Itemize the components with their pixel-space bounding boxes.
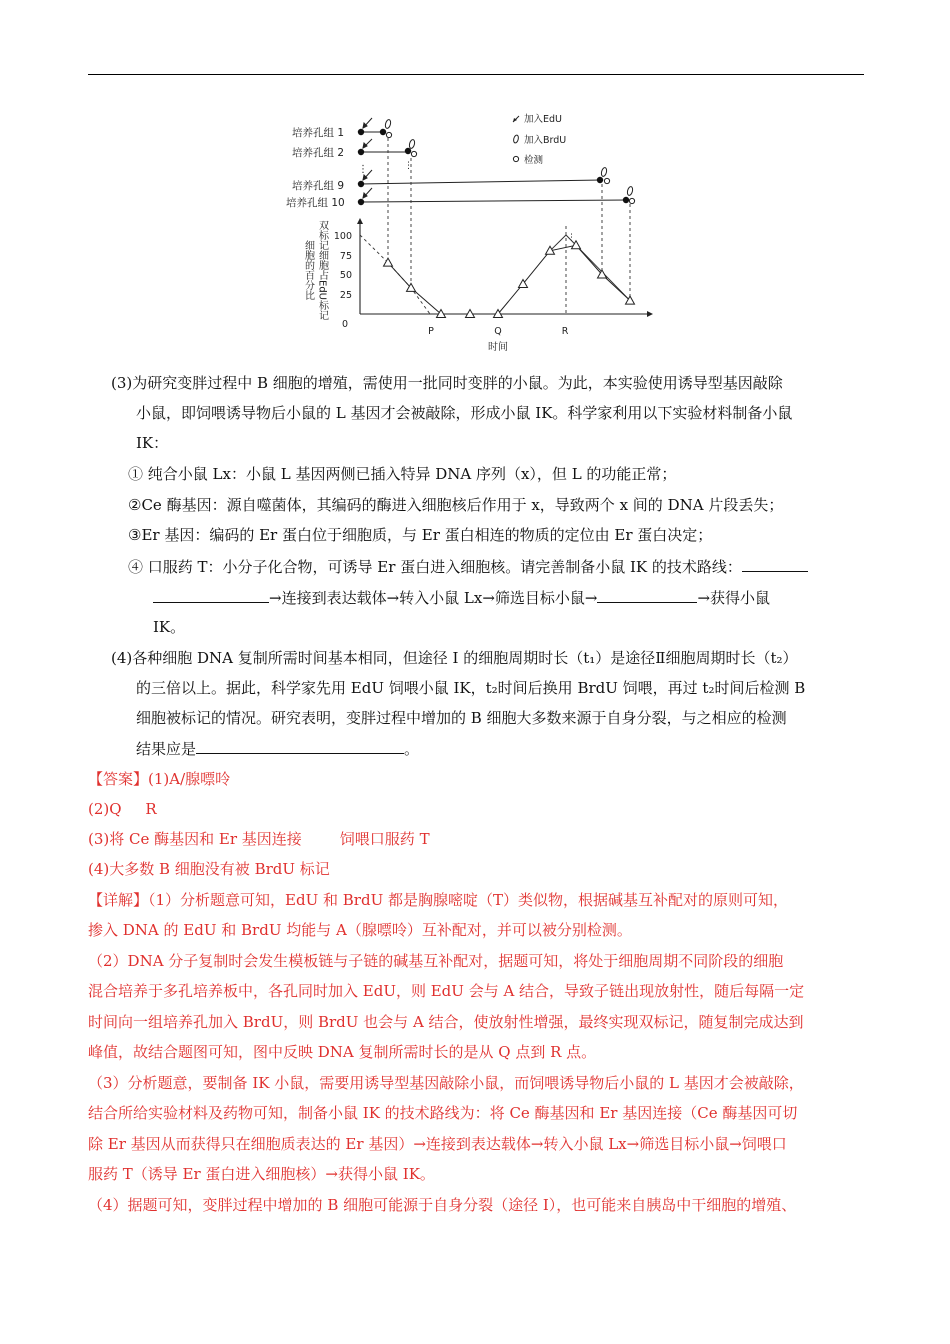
q3-material-2: ②Ce 酶基因：源自噬菌体，其编码的酶进入细胞核后作用于 x，导致两个 x 间的 DNA 片段丢失；: [128, 496, 784, 514]
detail-4: 混合培养于多孔培养板中，各孔同时加入 EdU，则 EdU 会与 A 结合，导致子链出现放射性，随后每隔一定: [88, 982, 805, 1000]
q3-intro-3: IK：: [136, 434, 169, 452]
group-label-1: 培养孔组 1: [292, 127, 345, 139]
answer-4: (4)大多数 B 细胞没有被 BrdU 标记: [88, 860, 330, 878]
detail-1: 【详解】（1）分析题意可知，EdU 和 BrdU 都是胸腺嘧啶（T）类似物，根据碱基互补配对的原则可知，: [88, 891, 788, 909]
svg-text:⋮: ⋮: [567, 233, 576, 243]
q4-line-4-text: 结果应是: [136, 740, 197, 758]
xlabel: 时间: [488, 342, 508, 353]
detail-9: 除 Er 基因从而获得只在细胞质表达的 Er 基因）→连接到表达载体→转入小鼠 Lx→筛选目标小鼠→饲喂口: [88, 1135, 787, 1153]
figure-svg: [280, 108, 680, 358]
ytick-25: 25: [339, 290, 352, 301]
q3-route-b: →获得小鼠: [697, 589, 771, 607]
q3-material-4-text: ④ 口服药 T：小分子化合物，可诱导 Er 蛋白进入细胞核。请完善制备小鼠 IK 的技术路线：: [128, 558, 742, 576]
detail-8: 结合所给实验材料及药物可知，制备小鼠 IK 的技术路线为：将 Ce 酶基因和 Er 基因连接（Ce 酶基因可切: [88, 1104, 798, 1122]
group-label-ellipsis: ⋮: [358, 164, 368, 175]
series-line: [388, 245, 630, 314]
xtick-Q: Q: [494, 326, 502, 337]
detail-3: （2）DNA 分子复制时会发生模板链与子链的碱基互补配对，据题可知，将处于细胞周期不同阶段的细胞: [88, 952, 784, 970]
chart-axes: [357, 218, 653, 317]
group-label-10: 培养孔组 10: [286, 197, 345, 209]
answer-3b: 饲喂口服药 T: [339, 830, 430, 848]
ytick-100: 100: [333, 231, 352, 242]
q3-route-end: IK。: [153, 618, 186, 636]
header-rule: [88, 74, 864, 75]
answer-1: 【答案】(1)A/腺嘌呤: [88, 770, 231, 788]
q4-line-1: (4)各种细胞 DNA 复制所需时间基本相同，但途径 I 的细胞周期时长（t₁）是途径Ⅱ细胞周期时长（t₂）: [111, 649, 798, 667]
answer-3: [88, 829, 430, 849]
legend-detect: 检测: [524, 155, 544, 166]
answer-2: (2)Q R: [88, 800, 157, 818]
ytick-75: 75: [339, 251, 352, 262]
answer-3a: (3)将 Ce 酶基因和 Er 基因连接: [88, 830, 302, 848]
detail-6: 峰值，故结合题图可知，图中反映 DNA 复制所需时长的是从 Q 点到 R 点。: [88, 1043, 597, 1061]
legend-brdu: 加入BrdU: [524, 135, 567, 146]
group-label-2: 培养孔组 2: [292, 147, 345, 159]
ylabel-right: 双标记细胞占EdU标记: [316, 220, 328, 320]
q3-route-a: →连接到表达载体→转入小鼠 Lx→筛选目标小鼠→: [269, 589, 598, 607]
q3-material-3: ③Er 基因：编码的 Er 蛋白位于细胞质，与 Er 蛋白相连的物质的定位由 Er 蛋白决定；: [128, 526, 713, 544]
q3-intro-1: (3)为研究变胖过程中 B 细胞的增殖，需使用一批同时变胖的小鼠。为此，本实验使用诱导型基因敲除: [111, 374, 783, 392]
xtick-R: R: [561, 326, 569, 337]
edu-arrow-icon: [363, 118, 372, 198]
group-label-9: 培养孔组 9: [292, 180, 345, 192]
data-series: [360, 235, 635, 318]
q4-line-4: [136, 738, 419, 759]
legend-edu: 加入EdU: [524, 114, 562, 125]
ytick-50: 50: [339, 270, 352, 281]
q3-material-4: [128, 556, 808, 577]
experiment-figure: [280, 108, 680, 358]
ytick-0: 0: [341, 319, 348, 330]
data-point-triangle: [384, 258, 393, 266]
detail-2: 掺入 DNA 的 EdU 和 BrdU 均能与 A（腺嘌呤）互补配对，并可以被分别检测。: [88, 921, 632, 939]
answer-blank-route-2[interactable]: [597, 587, 697, 603]
q4-line-3: 细胞被标记的情况。研究表明，变胖过程中增加的 B 细胞大多数来源于自身分裂，与之相应的检测: [136, 709, 787, 727]
peak-line: [550, 235, 630, 301]
detail-10: 服药 T（诱导 Er 蛋白进入细胞核）→获得小鼠 IK。: [88, 1165, 435, 1183]
q4-line-2: 的三倍以上。据此，科学家先用 EdU 饲喂小鼠 IK，t₂时间后换用 BrdU 饲喂，再过 t₂时间后检测 B: [136, 679, 806, 697]
detail-5: 时间向一组培养孔加入 BrdU，则 BrdU 也会与 A 结合，使放射性增强，最终实现双标记，随复制完成达到: [88, 1013, 804, 1031]
detail-7: （3）分析题意，要制备 IK 小鼠，需要用诱导型基因敲除小鼠，而饲喂诱导物后小鼠的 L 基因才会被敲除，: [88, 1074, 804, 1092]
legend: [513, 113, 566, 166]
q3-material-1: ① 纯合小鼠 Lx：小鼠 L 基因两侧已插入特异 DNA 序列（x），但 L 的功能正常；: [128, 465, 677, 483]
svg-text:⋮: ⋮: [404, 161, 413, 171]
q4-line-4-end: 。: [404, 740, 420, 758]
answer-blank-q4[interactable]: [196, 738, 404, 754]
answer-blank-route-1a[interactable]: [742, 556, 808, 572]
trend-dashed-line: [360, 235, 430, 314]
ylabel-left: 细胞的百分比: [302, 240, 314, 300]
xtick-P: P: [428, 326, 434, 337]
q3-route: [153, 587, 770, 608]
answer-blank-route-1b[interactable]: [153, 587, 269, 603]
detail-11: （4）据题可知，变胖过程中增加的 B 细胞可能源于自身分裂（途径 I），也可能来自胰岛中干细胞的增殖、: [88, 1196, 797, 1214]
q3-intro-2: 小鼠，即饲喂诱导物后小鼠的 L 基因才会被敲除，形成小鼠 IK。科学家利用以下实验材料制备小鼠: [136, 404, 793, 422]
